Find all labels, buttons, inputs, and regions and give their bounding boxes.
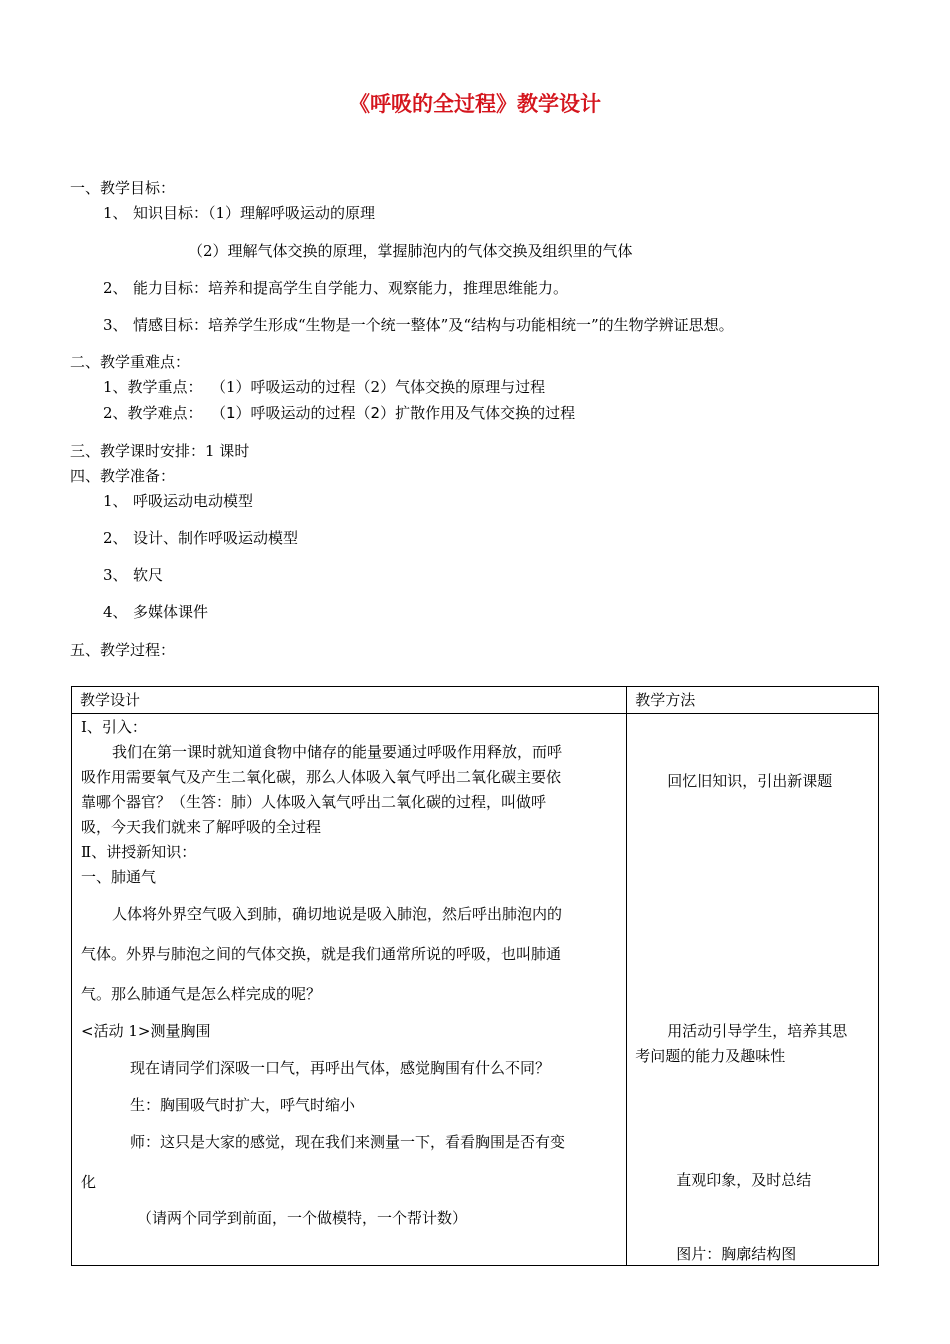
difficulty-text: （1）呼吸运动的过程（2）扩散作用及气体交换的过程 [211,404,576,422]
difficulty-label: 2、教学难点： [103,404,203,422]
method-line: 直观印象，及时总结 [676,1171,812,1189]
goal-2-num: 2、 [103,279,128,297]
teaching-process-table [71,686,879,1266]
table-header-design [72,687,627,714]
design-line: Ⅱ、讲授新知识： [81,843,197,861]
method-line: 图片：胸廓结构图 [676,1245,797,1263]
header-design-label: 教学设计 [80,691,141,709]
document-title: 《呼吸的全过程》教学设计 [349,92,601,116]
goal-1-text: 知识目标：（1）理解呼吸运动的原理 [133,204,376,222]
design-line: 吸，今天我们就来了解呼吸的全过程 [81,818,322,836]
design-line: 气体。外界与肺泡之间的气体交换，就是我们通常所说的呼吸，也叫肺通 [81,945,562,963]
method-line: 用活动引导学生，培养其思 [667,1022,848,1040]
key-point-text: （1）呼吸运动的过程（2）气体交换的原理与过程 [211,378,546,396]
prep-4-text: 多媒体课件 [133,603,209,621]
design-line: 靠哪个器官？（生答：肺）人体吸入氧气呼出二氧化碳的过程，叫做呼 [81,793,547,811]
design-cell [72,714,627,1266]
goal-1b-text: （2）理解气体交换的原理，掌握肺泡内的气体交换及组织里的气体 [188,242,633,260]
design-line: Ⅰ、引入： [81,718,147,736]
key-point-label: 1、教学重点： [103,378,203,396]
design-line: （请两个同学到前面，一个做模特，一个帮计数） [137,1209,468,1227]
section-4-heading: 四、教学准备： [70,467,176,485]
method-line: 考问题的能力及趣味性 [635,1047,786,1065]
design-line: <活动 1>测量胸围 [81,1022,211,1040]
prep-3-num: 3、 [103,566,128,584]
header-method-label: 教学方法 [635,691,696,709]
design-line: 现在请同学们深吸一口气，再呼出气体，感觉胸围有什么不同？ [130,1059,551,1077]
goal-3-num: 3、 [103,316,128,334]
table-row [72,714,879,1266]
section-2-heading: 二、教学重难点： [70,353,191,371]
goal-3-text: 情感目标：培养学生形成“生物是一个统一整体”及“结构与功能相统一”的生物学辨证思想。 [133,316,734,334]
design-line: 一、肺通气 [81,868,157,886]
prep-1-text: 呼吸运动电动模型 [133,492,254,510]
design-line: 气。那么肺通气是怎么样完成的呢？ [81,985,322,1003]
section-3-heading: 三、教学课时安排：1 课时 [70,442,250,460]
design-line: 人体将外界空气吸入到肺，确切地说是吸入肺泡，然后呼出肺泡内的 [112,905,563,923]
method-line: 回忆旧知识，引出新课题 [667,772,833,790]
prep-4-num: 4、 [103,603,128,621]
table-header-row [72,687,879,714]
prep-2-num: 2、 [103,529,128,547]
table-header-method [627,687,879,714]
design-line: 化 [81,1173,97,1191]
goal-1-num: 1、 [103,204,128,222]
prep-1-num: 1、 [103,492,128,510]
design-line: 吸作用需要氧气及产生二氧化碳，那么人体吸入氧气呼出二氧化碳主要依 [81,768,562,786]
method-cell [627,714,879,1266]
design-line: 我们在第一课时就知道食物中储存的能量要通过呼吸作用释放，而呼 [112,743,563,761]
design-line: 师：这只是大家的感觉，现在我们来测量一下，看看胸围是否有变 [130,1133,566,1151]
prep-2-text: 设计、制作呼吸运动模型 [133,529,299,547]
design-line: 生：胸围吸气时扩大，呼气时缩小 [130,1096,356,1114]
prep-3-text: 软尺 [133,566,164,584]
section-1-heading: 一、教学目标： [70,179,176,197]
section-5-heading: 五、教学过程： [70,641,176,659]
goal-2-text: 能力目标：培养和提高学生自学能力、观察能力，推理思维能力。 [133,279,569,297]
